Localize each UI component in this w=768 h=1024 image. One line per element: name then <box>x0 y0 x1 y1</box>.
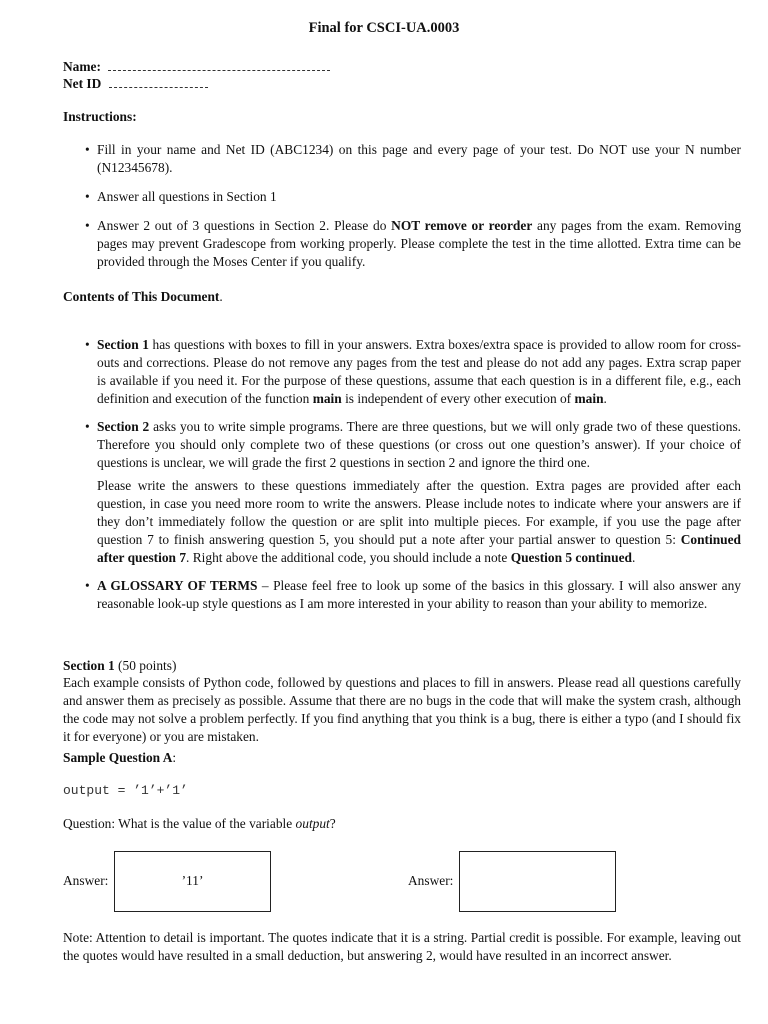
contents-heading: Contents of This Document <box>63 289 220 304</box>
instruction-item <box>85 141 741 177</box>
glossary-term: A GLOSSARY OF TERMS <box>97 578 258 593</box>
section1-heading: Section 1 <box>63 658 115 673</box>
name-row <box>63 58 330 76</box>
sample-code: output = ’1’+’1’ <box>63 783 188 798</box>
name-blank-line[interactable] <box>108 59 330 71</box>
section2-paragraph <box>97 477 741 567</box>
contents-item-section2 <box>85 418 742 567</box>
section1-description: is independent of every other execution of <box>341 391 575 406</box>
instruction-text: Answer all questions in Section 1 <box>97 189 277 204</box>
netid-label: Net ID <box>63 76 102 91</box>
instruction-emphasis: NOT remove or reorder <box>391 218 533 233</box>
section2-paragraph-text: . Right above the additional code, you should include a note <box>186 550 511 565</box>
period: . <box>603 391 607 406</box>
section1-term: Section 1 <box>97 337 149 352</box>
instructions-heading: Instructions: <box>63 109 137 124</box>
section1-description: has questions with boxes to fill in your answers. Extra boxes/extra space is provided to allow room for cross-outs and corrections. Please do not remove any pages from the test and please do not add any pages. Extra scrap paper is available if you need it. For the purpose of these questions, assume that each question is in a different file, e.g., each definition and execution of the function <box>97 337 741 406</box>
bullet-glyph: • <box>85 218 90 233</box>
section2-term: Section 2 <box>97 419 150 434</box>
contents-item-glossary <box>85 577 741 613</box>
bullet-glyph: • <box>85 337 90 352</box>
period: . <box>631 550 636 565</box>
section1-points: (50 points) <box>114 658 177 673</box>
answer-value-1: ’11’ <box>181 873 204 888</box>
page-title: Final for CSCI-UA.0003 <box>308 20 460 36</box>
bullet-glyph: • <box>85 142 90 157</box>
continued-note-example: Continued after question 7 <box>97 532 741 565</box>
answer-label-1: Answer: <box>63 873 109 888</box>
instructions-list <box>85 141 742 271</box>
main-keyword: main <box>312 391 342 406</box>
sample-question-colon: : <box>172 750 177 765</box>
bullet-glyph: • <box>85 189 90 204</box>
section2-description: asks you to write simple programs. There are three questions, but we will only grade two of these questions. Therefore you should only complete two of these questions (or cross out one question’s answer). If your choice of questions is unclear, we will grade the first 2 questions in section 2 and ignore the third one. <box>97 419 742 470</box>
sample-question-label: Sample Question A <box>63 750 173 765</box>
contents-heading-period: . <box>219 289 223 304</box>
section2-paragraph-text: Please write the answers to these questions immediately after the question. Extra pages are provided after each question, in case you need more room to write the answers. Please include notes to indicate where your answers are if they don’t immediately follow the question or are split into multiple pieces. For example, if you use the page after question 7 to finish answering question 5, you should put a note after your partial answer to question 5: <box>97 478 741 547</box>
question-continued-example: Question 5 continued <box>510 550 632 565</box>
instruction-text: Answer 2 out of 3 questions in Section 2. Please do <box>97 218 392 233</box>
instruction-text: any pages from the exam. Removing pages may prevent Gradescope from working properly. Please complete the test in the time allotted. Extra time can be provided through the Moses Center if you qualify. <box>97 218 742 269</box>
name-label: Name: <box>63 59 101 74</box>
answer-note: Note: Attention to detail is important. The quotes indicate that it is a string. Partial credit is possible. For example, leaving out the quotes would have resulted in a small deduction, but answering 2, would have resulted in an incorrect answer. <box>63 930 741 963</box>
main-keyword: main <box>574 391 604 406</box>
instruction-text: Fill in your name and Net ID (ABC1234) on this page and every page of your test. Do NOT use your N number (N12345678). <box>97 142 741 175</box>
question-mark: ? <box>329 816 336 831</box>
section1-heading-row <box>63 657 176 675</box>
question-text: Question: What is the value of the variable <box>63 816 296 831</box>
contents-list <box>85 336 742 613</box>
question-variable: output <box>295 816 330 831</box>
answer-label-2: Answer: <box>408 873 454 888</box>
sample-question-row <box>63 815 336 833</box>
netid-row <box>63 75 208 93</box>
contents-heading-row <box>63 288 223 306</box>
instruction-item <box>85 188 741 206</box>
answer-box-2[interactable] <box>459 851 616 912</box>
netid-blank-line[interactable] <box>109 76 208 88</box>
answer-box-1[interactable] <box>114 851 271 912</box>
bullet-glyph: • <box>85 578 90 593</box>
instruction-item <box>85 217 742 271</box>
contents-item-section1 <box>85 336 741 408</box>
sample-question-label-row <box>63 749 176 767</box>
glossary-description: – Please feel free to look up some of the basics in this glossary. I will also answer any reasonable look-up style questions as I am more interested in your ability to reason than your ability to memorize. <box>97 578 741 611</box>
section1-intro: Each example consists of Python code, followed by questions and places to fill in answers. Please read all questions carefully and answer them as precisely as possible. Assume that there are no bugs in the code that will make the system crash, although the code may not solve a problem perfectly. If you find anything that you think is a bug, there is either a typo (and I should fix it for everyone) or you are mistaken. <box>63 675 741 744</box>
bullet-glyph: • <box>85 419 90 434</box>
